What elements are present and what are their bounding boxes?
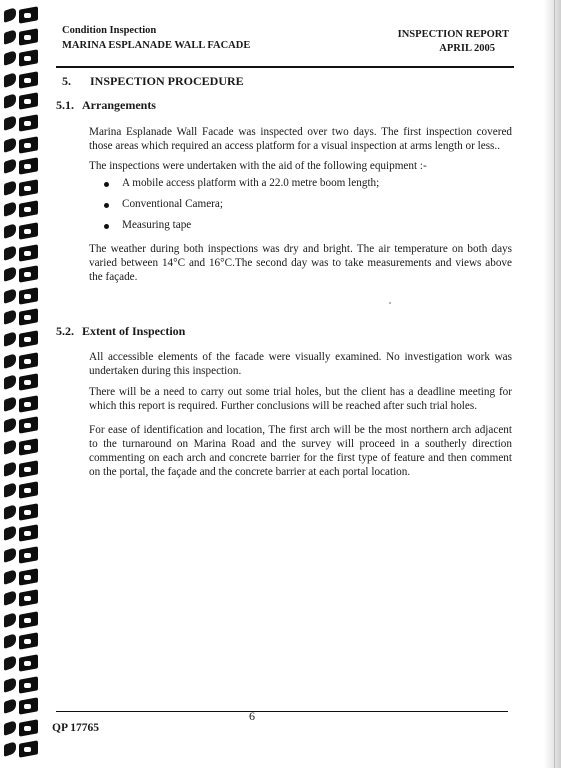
subsection-title: Extent of Inspection [82,324,186,338]
binding-ring [4,699,38,713]
binding-ring [4,548,38,562]
subsection-heading-extent [56,324,185,339]
binding-ring [4,246,38,260]
header-report-date: APRIL 2005 [439,43,495,54]
page-number: 6 [249,709,255,723]
binding-ring [4,634,38,648]
binding-ring [4,397,38,411]
binding-ring [4,310,38,324]
subsection-number: 5.2. [56,324,74,338]
section-title: INSPECTION PROCEDURE [90,74,244,88]
paragraph-inspection-days: Marina Esplanade Wall Facade was inspected over two days. The first inspection covered those areas which required an access platform for a visual inspection at arms length or less.. [89,126,512,152]
binding-ring [4,73,38,87]
binding-ring [4,159,38,173]
paragraph-identification: For ease of identification and location, The first arch will be the most northern arch adjacent to the turnaround on Marina Road and the survey will proceed in a southerly direction commenting on each arch and concrete barrier for the first type of feature and then comment on the portal, the façade and the concrete barrier at each portal location. [89,424,512,478]
binding-ring [4,462,38,476]
binding-ring [4,418,38,432]
list-item: Measuring tape [102,219,379,240]
page-edge-shadow [543,0,561,768]
header-project-name: MARINA ESPLANADE WALL FACADE [62,40,251,51]
subsection-number: 5.1. [56,98,74,112]
header-report-title: INSPECTION REPORT [397,29,509,40]
document-reference: QP 17765 [52,722,99,734]
binding-ring [4,332,38,346]
header-left [62,23,250,53]
subsection-title: Arrangements [82,98,156,112]
paragraph-elements-examined: All accessible elements of the facade were visually examined. No investigation work was undertaken during this inspection. [89,351,512,377]
binding-ring [4,116,38,130]
binding-ring [4,721,38,735]
binding-ring [4,483,38,497]
binding-ring [4,30,38,44]
binding-ring [4,8,38,22]
binding-ring [4,375,38,389]
binding-ring [4,505,38,519]
binding-ring [4,224,38,238]
scan-speck [389,302,391,304]
paragraph-weather: The weather during both inspections was dry and bright. The air temperature on both days varied between 14°C and 16°C.The second day was to take measurements and views above the façade. [89,243,512,283]
binding-ring [4,94,38,108]
binding-ring [4,591,38,605]
binding-ring [4,289,38,303]
paragraph-trial-holes: There will be a need to carry out some trial holes, but the client has a deadline meeting for which this report is required. Further conclusions will be reached after such trial holes. [89,386,512,412]
header-document-type: Condition Inspection [62,25,157,36]
binding-ring [4,51,38,65]
binding-ring [4,138,38,152]
list-item: Conventional Camera; [102,198,379,219]
paragraph-equipment-intro: The inspections were undertaken with the aid of the following equipment :- [89,160,427,172]
binding-ring [4,202,38,216]
subsection-heading-arrangements [56,98,156,113]
binding-ring [4,656,38,670]
header-rule [56,66,514,68]
list-item: A mobile access platform with a 22.0 metre boom length; [102,177,379,198]
footer-rule [56,711,508,712]
binding-ring [4,526,38,540]
equipment-list [102,177,379,240]
binding-ring [4,570,38,584]
section-number: 5. [62,74,71,88]
binding-ring [4,742,38,756]
page-edge-line [554,0,555,768]
section-heading [62,74,244,89]
binding-ring [4,354,38,368]
binding-ring [4,613,38,627]
binding-ring [4,678,38,692]
binding-ring [4,181,38,195]
header-right [398,28,509,56]
spiral-binding [0,0,42,768]
binding-ring [4,440,38,454]
binding-ring [4,267,38,281]
